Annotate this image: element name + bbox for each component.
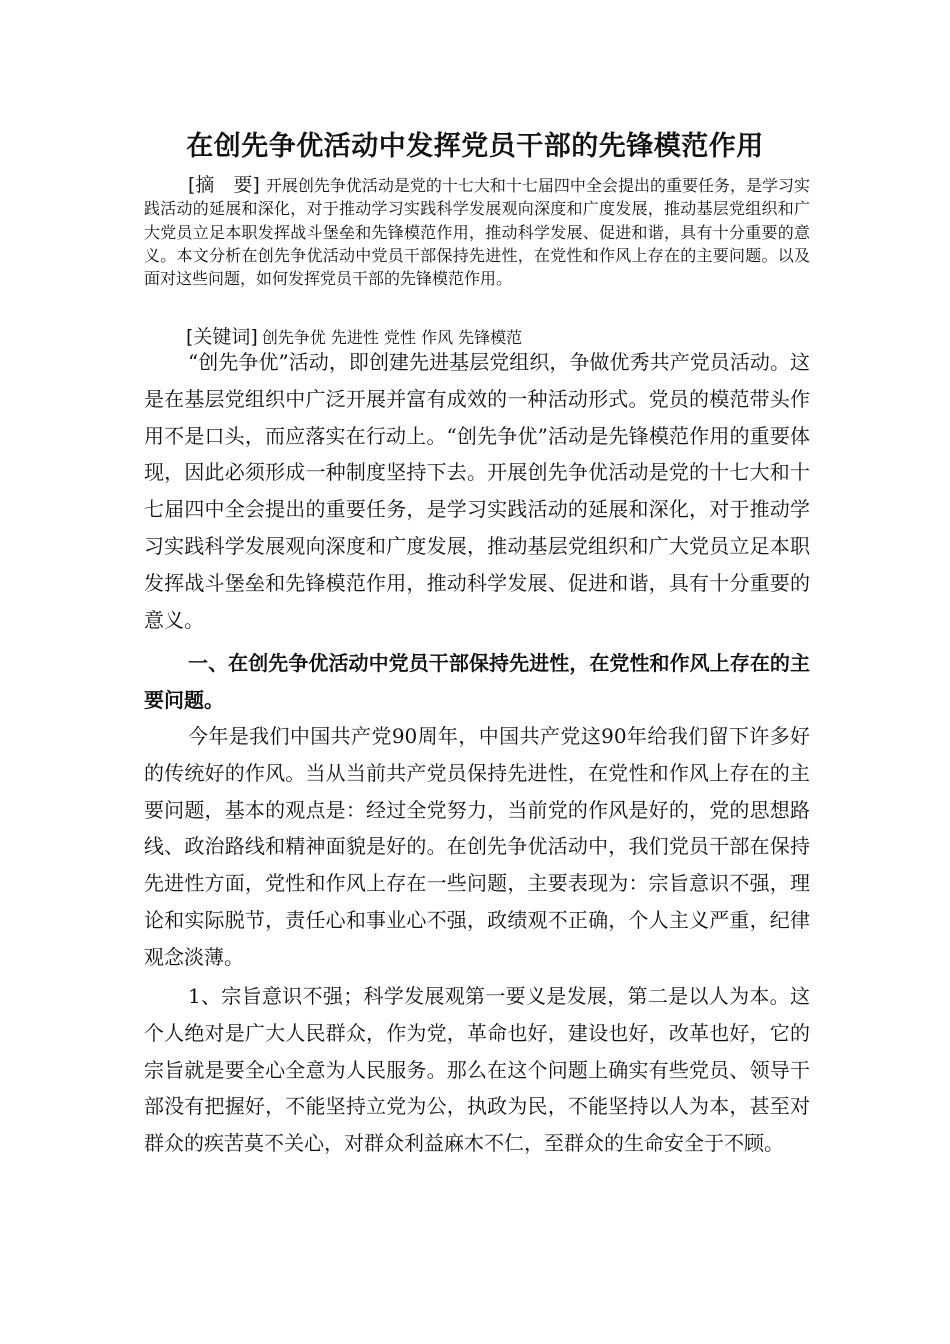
body-paragraph-point-1: 1、宗旨意识不强；科学发展观第一要义是发展，第二是以人为本。这个人绝对是广大人民群众，作为党，革命也好，建设也好，改革也好，它的宗旨就是要全心全意为人民服务。那么在这个问题上确实有些党员、领导干部没有把握好，不能坚持立党为公，执政为民，不能坚持以人为本，甚至对群众的疾苦莫不关心，对群众利益麻木不仁，至群众的生命安全于不顾。 <box>144 984 810 1156</box>
keywords-label: [关键词] <box>186 326 258 348</box>
body-paragraph-section-1: 今年是我们中国共产党90周年，中国共产党这90年给我们留下许多好的传统好的作风。当从当前共产党员保持先进性，在党性和作风上存在的主要问题，基本的观点是：经过全党努力，当前党的作风是好的，党的思想路线、政治路线和精神面貌是好的。在创先争优活动中，我们党员干部在保持先进性方面，党性和作风上存在一些问题，主要表现为：宗旨意识不强，理论和实际脱节，责任心和事业心不强，政绩观不正确，个人主义严重，纪律观念淡薄。 <box>144 724 810 969</box>
document-title: 在创先争优活动中发挥党员干部的先锋模范作用 <box>186 131 764 162</box>
keywords-text: 创先争优 先进性 党性 作风 先锋模范 <box>261 328 523 347</box>
body-paragraph-intro: “创先争优”活动，即创建先进基层党组织，争做优秀共产党员活动。这是在基层党组织中广泛开展并富有成效的一种活动形式。党员的模范带头作用不是口头，而应落实在行动上。“创先争优”活动是先锋模范作用的重要体现，因此必须形成一种制度坚持下去。开展创先争优活动是党的十七大和十七届四中全会提出的重要任务，是学习实践活动的延展和深化，对于推动学习实践科学发展观向深度和广度发展，推动基层党组织和广大党员立足本职发挥战斗堡垒和先锋模范作用，推动科学发展、促进和谐，具有十分重要的意义。 <box>144 350 810 632</box>
abstract-text: 开展创先争优活动是党的十七大和十七届四中全会提出的重要任务，是学习实践活动的延展和深化，对于推动学习实践科学发展观向深度和广度发展，推动基层党组织和广大党员立足本职发挥战斗堡垒和先锋模范作用，推动科学发展、促进和谐，具有十分重要的意义。本文分析在创先争优活动中党员干部保持先进性，在党性和作风上存在的主要问题。以及面对这些问题，如何发挥党员干部的先锋模范作用。 <box>144 176 810 289</box>
abstract <box>144 174 810 290</box>
abstract-label: [摘 要] <box>188 174 260 196</box>
section-heading: 一、在创先争优活动中党员干部保持先进性，在党性和作风上存在的主要问题。 <box>144 651 810 712</box>
